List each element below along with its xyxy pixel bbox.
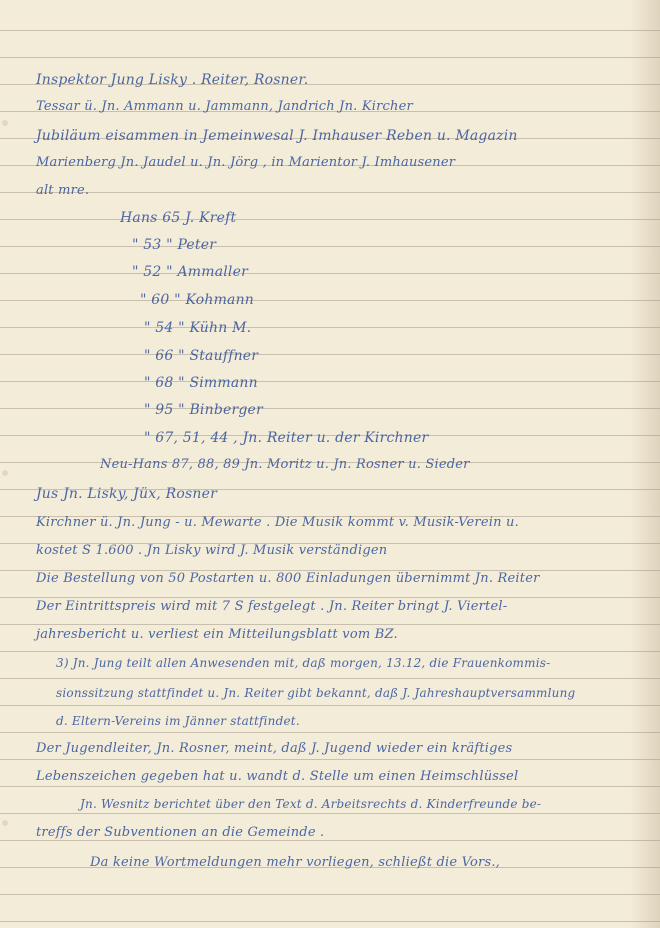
handwritten-line: 3) Jn. Jung teilt allen Anwesenden mit, daß morgen, 13.12, die Frauenkommis- <box>56 656 551 670</box>
handwritten-line: kostet S 1.600 . Jn Lisky wird J. Musik verständigen <box>36 543 388 558</box>
handwritten-line: " 67, 51, 44 , Jn. Reiter u. der Kirchner <box>144 430 429 446</box>
handwritten-line: Tessar ü. Jn. Ammann u. Jammann, Jandrich Jn. Kircher <box>36 99 413 114</box>
handwritten-line: Jubiläum eisammen in Jemeinwesal J. Imhauser Reben u. Magazin <box>36 128 518 144</box>
handwritten-line: " 60 " Kohmann <box>140 292 255 308</box>
binding-hole <box>2 820 8 826</box>
handwritten-line: alt mre. <box>36 183 90 198</box>
handwritten-line: Der Eintrittspreis wird mit 7 S festgelegt . Jn. Reiter bringt J. Viertel- <box>36 599 508 614</box>
handwritten-line: Marienberg Jn. Jaudel u. Jn. Jörg , in Marientor J. Imhausener <box>36 155 456 170</box>
handwritten-line: " 95 " Binberger <box>144 402 263 418</box>
handwritten-line: d. Eltern-Vereins im Jänner stattfindet. <box>56 714 300 728</box>
handwritten-line: Der Jugendleiter, Jn. Rosner, meint, daß J. Jugend wieder ein kräftiges <box>36 741 513 756</box>
handwritten-line: treffs der Subventionen an die Gemeinde . <box>36 825 325 840</box>
handwritten-line: " 68 " Simmann <box>144 375 258 391</box>
handwritten-line: " 52 " Ammaller <box>132 264 248 280</box>
handwritten-line: Hans 65 J. Kreft <box>120 210 237 226</box>
handwritten-line: Jn. Wesnitz berichtet über den Text d. Arbeitsrechts d. Kinderfreunde be- <box>80 797 542 811</box>
handwritten-line: jahresbericht u. verliest ein Mitteilungsblatt vom BZ. <box>36 627 398 642</box>
handwritten-line: Inspektor Jung Lisky . Reiter, Rosner. <box>36 72 309 88</box>
handwritten-line: Neu-Hans 87, 88, 89 Jn. Moritz u. Jn. Rosner u. Sieder <box>100 457 470 472</box>
binding-hole <box>2 120 8 126</box>
handwritten-line: " 66 " Stauffner <box>144 348 259 364</box>
handwritten-line: Jus Jn. Lisky, Jüx, Rosner <box>36 486 217 502</box>
handwritten-line: " 54 " Kühn M. <box>144 320 252 336</box>
handwritten-line: Da keine Wortmeldungen mehr vorliegen, schließt die Vors., <box>90 855 500 870</box>
handwritten-line: Die Bestellung von 50 Postarten u. 800 Einladungen übernimmt Jn. Reiter <box>36 571 540 586</box>
binding-hole <box>2 470 8 476</box>
handwritten-line: sionssitzung stattfindet u. Jn. Reiter gibt bekannt, daß J. Jahreshauptversammlung <box>56 686 576 700</box>
handwritten-line: Kirchner ü. Jn. Jung - u. Mewarte . Die Musik kommt v. Musik-Verein u. <box>36 515 519 530</box>
handwritten-line: Lebenszeichen gegeben hat u. wandt d. Stelle um einen Heimschlüssel <box>36 769 519 784</box>
handwritten-line: " 53 " Peter <box>132 237 217 253</box>
